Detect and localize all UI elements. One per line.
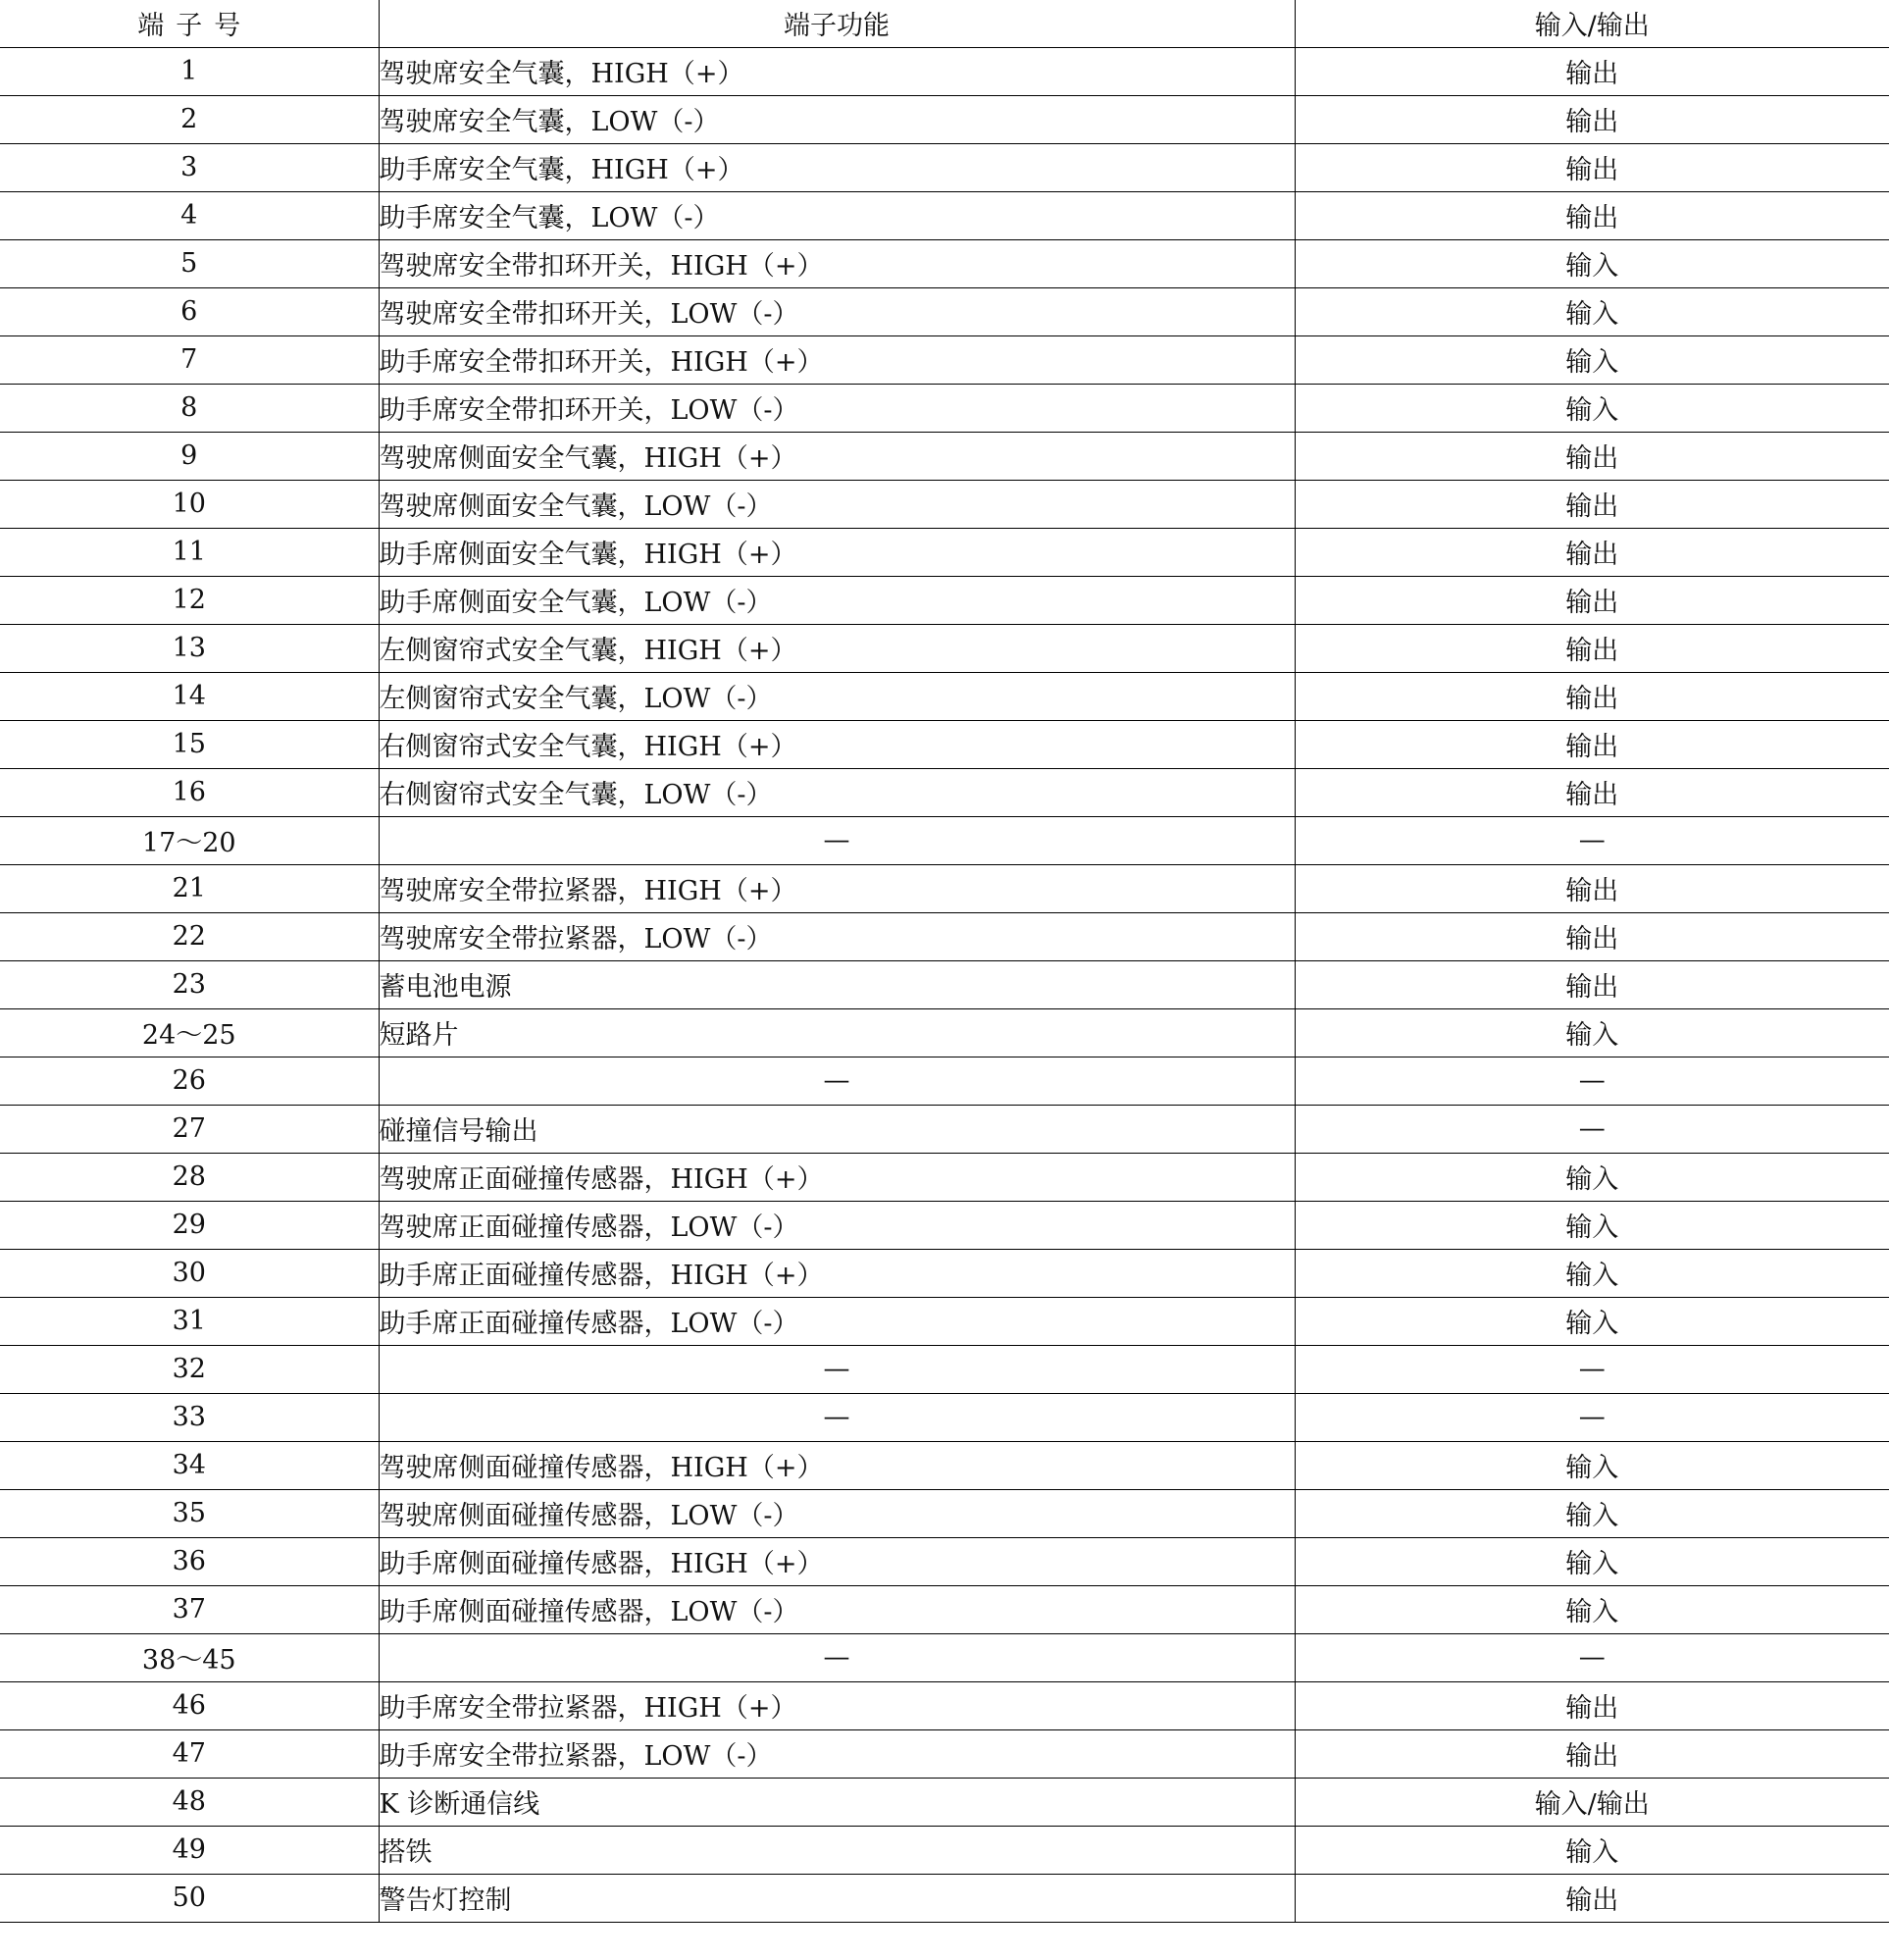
terminal-io-cell: — xyxy=(1295,1633,1889,1681)
terminal-number-cell: 14 xyxy=(0,672,379,720)
terminal-number-cell: 35 xyxy=(0,1489,379,1537)
table-row xyxy=(0,432,1889,480)
table-row xyxy=(0,1345,1889,1393)
table-row xyxy=(0,1393,1889,1441)
terminal-function-cell: 助手席侧面安全气囊，HIGH（+） xyxy=(379,528,1295,576)
terminal-io-cell: 输入 xyxy=(1295,1201,1889,1249)
terminal-function-cell: 驾驶席安全带扣环开关，LOW（-） xyxy=(379,287,1295,335)
table-row xyxy=(0,1201,1889,1249)
terminal-io-cell: 输入 xyxy=(1295,1489,1889,1537)
header-terminal-no: 端子号 xyxy=(0,0,379,47)
terminal-number-cell: 27 xyxy=(0,1105,379,1153)
terminal-io-cell: — xyxy=(1295,1345,1889,1393)
terminal-number-cell: 23 xyxy=(0,960,379,1008)
terminal-number-cell: 6 xyxy=(0,287,379,335)
table-body xyxy=(0,47,1889,1922)
terminal-function-cell: K 诊断通信线 xyxy=(379,1778,1295,1826)
terminal-number-cell: 12 xyxy=(0,576,379,624)
terminal-io-cell: — xyxy=(1295,1393,1889,1441)
terminal-number-cell: 30 xyxy=(0,1249,379,1297)
table-header-row xyxy=(0,0,1889,47)
table-row xyxy=(0,1874,1889,1922)
table-row xyxy=(0,1057,1889,1105)
terminal-function-cell: 警告灯控制 xyxy=(379,1874,1295,1922)
terminal-function-cell: 驾驶席安全带扣环开关，HIGH（+） xyxy=(379,239,1295,287)
terminal-function-cell: 短路片 xyxy=(379,1008,1295,1057)
terminal-function-cell: 助手席侧面碰撞传感器，HIGH（+） xyxy=(379,1537,1295,1585)
terminal-io-cell: 输出 xyxy=(1295,768,1889,816)
table-row xyxy=(0,1633,1889,1681)
table-row xyxy=(0,864,1889,912)
table-row xyxy=(0,480,1889,528)
terminal-number-cell: 50 xyxy=(0,1874,379,1922)
terminal-io-cell: 输出 xyxy=(1295,1681,1889,1729)
terminal-number-cell: 11 xyxy=(0,528,379,576)
table-row xyxy=(0,768,1889,816)
terminal-function-cell: 助手席安全气囊，HIGH（+） xyxy=(379,143,1295,191)
terminal-number-cell: 38～45 xyxy=(0,1633,379,1681)
terminal-number-cell: 46 xyxy=(0,1681,379,1729)
terminal-function-cell: 助手席安全带拉紧器，LOW（-） xyxy=(379,1729,1295,1778)
terminal-io-cell: 输出 xyxy=(1295,432,1889,480)
table-row xyxy=(0,912,1889,960)
table-row xyxy=(0,287,1889,335)
terminal-function-cell: 助手席正面碰撞传感器，LOW（-） xyxy=(379,1297,1295,1345)
terminal-function-cell: 助手席安全带扣环开关，HIGH（+） xyxy=(379,335,1295,384)
terminal-io-cell: 输出 xyxy=(1295,1874,1889,1922)
table-row xyxy=(0,95,1889,143)
terminal-number-cell: 21 xyxy=(0,864,379,912)
terminal-function-cell: 助手席侧面安全气囊，LOW（-） xyxy=(379,576,1295,624)
terminal-function-cell: 助手席正面碰撞传感器，HIGH（+） xyxy=(379,1249,1295,1297)
terminal-io-cell: 输入 xyxy=(1295,1153,1889,1201)
table-row xyxy=(0,1537,1889,1585)
terminal-io-cell: 输出 xyxy=(1295,480,1889,528)
header-io: 输入/输出 xyxy=(1295,0,1889,47)
terminal-number-cell: 13 xyxy=(0,624,379,672)
terminal-io-cell: 输入 xyxy=(1295,1585,1889,1633)
terminal-number-cell: 5 xyxy=(0,239,379,287)
terminal-number-cell: 10 xyxy=(0,480,379,528)
terminal-number-cell: 26 xyxy=(0,1057,379,1105)
terminal-number-cell: 17～20 xyxy=(0,816,379,864)
terminal-function-cell: 驾驶席正面碰撞传感器，HIGH（+） xyxy=(379,1153,1295,1201)
terminal-io-cell: 输出 xyxy=(1295,143,1889,191)
terminal-io-cell: — xyxy=(1295,1105,1889,1153)
terminal-io-cell: 输出 xyxy=(1295,47,1889,95)
terminal-io-cell: 输入 xyxy=(1295,384,1889,432)
terminal-number-cell: 3 xyxy=(0,143,379,191)
table-row xyxy=(0,143,1889,191)
terminal-function-cell: 助手席安全带扣环开关，LOW（-） xyxy=(379,384,1295,432)
table-row xyxy=(0,1826,1889,1874)
terminal-io-cell: 输出 xyxy=(1295,624,1889,672)
terminal-number-cell: 33 xyxy=(0,1393,379,1441)
table-row xyxy=(0,1585,1889,1633)
terminal-function-cell: 左侧窗帘式安全气囊，HIGH（+） xyxy=(379,624,1295,672)
table-row xyxy=(0,1105,1889,1153)
terminal-io-cell: 输入 xyxy=(1295,1441,1889,1489)
table-row xyxy=(0,816,1889,864)
terminal-function-cell: — xyxy=(379,1633,1295,1681)
table-row xyxy=(0,1729,1889,1778)
terminal-io-cell: 输入 xyxy=(1295,287,1889,335)
terminal-io-cell: 输入 xyxy=(1295,1297,1889,1345)
terminal-io-cell: 输出 xyxy=(1295,960,1889,1008)
terminal-number-cell: 48 xyxy=(0,1778,379,1826)
terminal-io-cell: 输入 xyxy=(1295,1826,1889,1874)
terminal-function-cell: 助手席侧面碰撞传感器，LOW（-） xyxy=(379,1585,1295,1633)
terminal-number-cell: 8 xyxy=(0,384,379,432)
terminal-io-cell: 输出 xyxy=(1295,95,1889,143)
terminal-io-cell: 输出 xyxy=(1295,191,1889,239)
terminal-io-cell: 输入 xyxy=(1295,1008,1889,1057)
terminal-function-cell: 驾驶席侧面碰撞传感器，LOW（-） xyxy=(379,1489,1295,1537)
terminal-io-cell: 输出 xyxy=(1295,672,1889,720)
terminal-function-cell: — xyxy=(379,816,1295,864)
terminal-function-cell: 左侧窗帘式安全气囊，LOW（-） xyxy=(379,672,1295,720)
terminal-function-cell: — xyxy=(379,1057,1295,1105)
table-row xyxy=(0,239,1889,287)
terminal-io-cell: 输出 xyxy=(1295,1729,1889,1778)
terminal-function-cell: 助手席安全带拉紧器，HIGH（+） xyxy=(379,1681,1295,1729)
terminal-io-cell: 输出 xyxy=(1295,720,1889,768)
table-row xyxy=(0,528,1889,576)
terminal-function-cell: 驾驶席安全气囊，LOW（-） xyxy=(379,95,1295,143)
terminal-number-cell: 49 xyxy=(0,1826,379,1874)
terminal-function-cell: 驾驶席侧面碰撞传感器，HIGH（+） xyxy=(379,1441,1295,1489)
terminal-function-cell: 驾驶席安全带拉紧器，HIGH（+） xyxy=(379,864,1295,912)
terminal-number-cell: 32 xyxy=(0,1345,379,1393)
terminal-number-cell: 16 xyxy=(0,768,379,816)
terminal-number-cell: 31 xyxy=(0,1297,379,1345)
terminal-number-cell: 28 xyxy=(0,1153,379,1201)
terminal-number-cell: 1 xyxy=(0,47,379,95)
terminal-function-cell: 助手席安全气囊，LOW（-） xyxy=(379,191,1295,239)
terminal-number-cell: 34 xyxy=(0,1441,379,1489)
table-row xyxy=(0,1778,1889,1826)
terminal-function-cell: 右侧窗帘式安全气囊，LOW（-） xyxy=(379,768,1295,816)
table-row xyxy=(0,1489,1889,1537)
terminal-number-cell: 29 xyxy=(0,1201,379,1249)
terminal-io-cell: 输出 xyxy=(1295,576,1889,624)
table-row xyxy=(0,960,1889,1008)
terminal-number-cell: 9 xyxy=(0,432,379,480)
terminal-function-cell: — xyxy=(379,1393,1295,1441)
terminal-function-cell: 驾驶席安全气囊，HIGH（+） xyxy=(379,47,1295,95)
table-row xyxy=(0,1153,1889,1201)
terminal-function-cell: 驾驶席侧面安全气囊，LOW（-） xyxy=(379,480,1295,528)
terminal-function-cell: 驾驶席侧面安全气囊，HIGH（+） xyxy=(379,432,1295,480)
table-row xyxy=(0,47,1889,95)
table-row xyxy=(0,1297,1889,1345)
header-function: 端子功能 xyxy=(379,0,1295,47)
terminal-number-cell: 37 xyxy=(0,1585,379,1633)
table-row xyxy=(0,1249,1889,1297)
terminal-io-cell: 输入 xyxy=(1295,335,1889,384)
table-row xyxy=(0,720,1889,768)
terminal-io-cell: 输出 xyxy=(1295,528,1889,576)
terminal-number-cell: 24～25 xyxy=(0,1008,379,1057)
table-row xyxy=(0,384,1889,432)
terminal-number-cell: 47 xyxy=(0,1729,379,1778)
terminal-io-cell: — xyxy=(1295,816,1889,864)
terminal-number-cell: 15 xyxy=(0,720,379,768)
terminal-function-cell: 蓄电池电源 xyxy=(379,960,1295,1008)
terminal-function-cell: 右侧窗帘式安全气囊，HIGH（+） xyxy=(379,720,1295,768)
table-row xyxy=(0,1008,1889,1057)
terminal-io-cell: 输出 xyxy=(1295,912,1889,960)
table-row xyxy=(0,191,1889,239)
terminal-number-cell: 2 xyxy=(0,95,379,143)
table-row xyxy=(0,1441,1889,1489)
terminal-function-cell: 碰撞信号输出 xyxy=(379,1105,1295,1153)
terminal-io-cell: — xyxy=(1295,1057,1889,1105)
terminal-function-cell: 搭铁 xyxy=(379,1826,1295,1874)
terminal-io-cell: 输出 xyxy=(1295,864,1889,912)
terminal-function-cell: — xyxy=(379,1345,1295,1393)
terminal-number-cell: 36 xyxy=(0,1537,379,1585)
table-row xyxy=(0,672,1889,720)
terminal-function-cell: 驾驶席安全带拉紧器，LOW（-） xyxy=(379,912,1295,960)
terminal-number-cell: 4 xyxy=(0,191,379,239)
terminal-io-cell: 输入 xyxy=(1295,1249,1889,1297)
terminal-io-cell: 输入/输出 xyxy=(1295,1778,1889,1826)
table-row xyxy=(0,576,1889,624)
terminal-function-cell: 驾驶席正面碰撞传感器，LOW（-） xyxy=(379,1201,1295,1249)
terminal-io-cell: 输入 xyxy=(1295,239,1889,287)
terminal-number-cell: 7 xyxy=(0,335,379,384)
table-row xyxy=(0,624,1889,672)
table-row xyxy=(0,335,1889,384)
terminal-io-cell: 输入 xyxy=(1295,1537,1889,1585)
table-row xyxy=(0,1681,1889,1729)
terminal-number-cell: 22 xyxy=(0,912,379,960)
